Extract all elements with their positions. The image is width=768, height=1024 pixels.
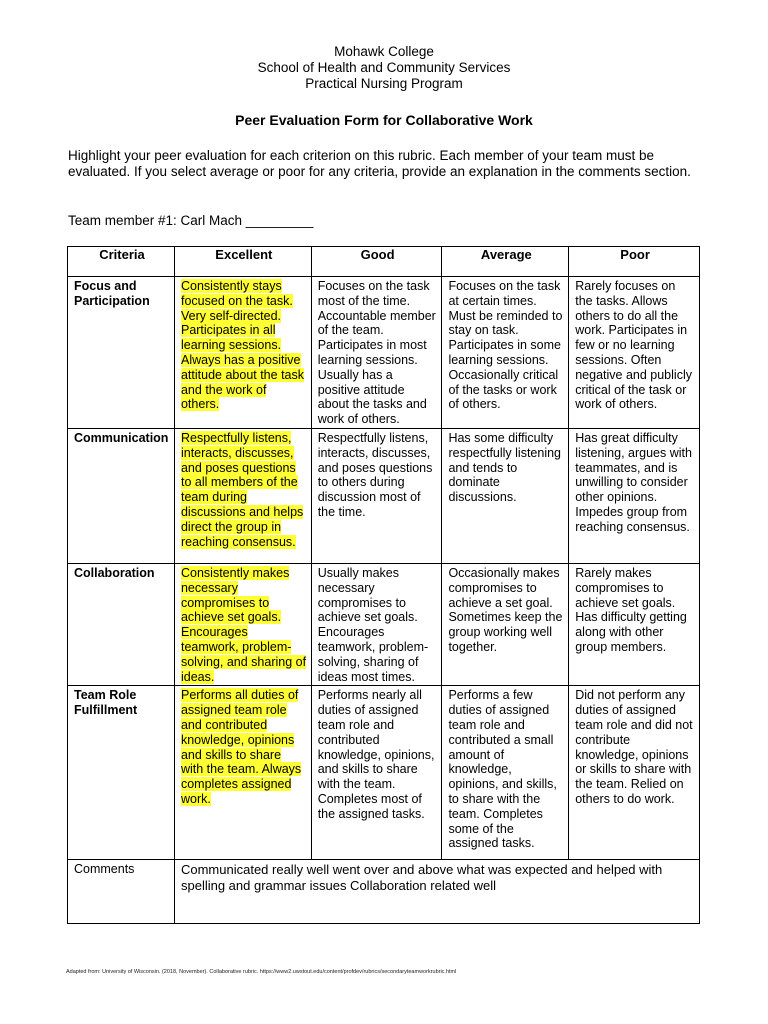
highlighted-selection: Consistently stays focused on the task. Very self-directed. Participates in all learning sessions. Always has a positive attitude about the task and the work of others. <box>180 279 304 412</box>
good-cell[interactable]: Usually makes necessary compromises to achieve set goals. Encourages teamwork, problem-solving, sharing of ideas most times. <box>311 563 442 685</box>
criteria-cell: Focus and Participation <box>68 277 175 429</box>
average-cell[interactable]: Focuses on the task at certain times. Must be reminded to stay on task. Participates in some learning sessions. Occasionally critical of the tasks or work of others. <box>442 277 569 429</box>
poor-cell[interactable]: Did not perform any duties of assigned team role and did not contribute knowledge, opinions or skills to share with the team. Relied on others to do work. <box>569 686 700 860</box>
table-row <box>68 563 700 685</box>
header-average: Average <box>442 247 569 277</box>
highlighted-selection: Respectfully listens, interacts, discusses, and poses questions to all members of the team during discussions and helps direct the group in reaching consensus. <box>180 430 304 549</box>
highlighted-selection: Consistently makes necessary compromises to achieve set goals. Encourages teamwork, problem-solving, and sharing of ideas. <box>180 565 307 684</box>
table-row <box>68 277 700 429</box>
good-cell[interactable]: Respectfully listens, interacts, discusses, and poses questions to others during discussion most of the time. <box>311 428 442 563</box>
college-name: Mohawk College <box>334 44 434 59</box>
criteria-cell: Team Role Fulfillment <box>68 686 175 860</box>
form-title: Peer Evaluation Form for Collaborative Work <box>235 112 533 128</box>
good-cell[interactable]: Focuses on the task most of the time. Accountable member of the team. Participates in most learning sessions. Usually has a positive attitude about the tasks and work of others. <box>311 277 442 429</box>
header-poor: Poor <box>569 247 700 277</box>
header-criteria: Criteria <box>68 247 175 277</box>
highlighted-selection: Performs all duties of assigned team role and contributed knowledge, opinions and skills to share with the team. Always completes assigned work. <box>180 688 302 806</box>
table-row <box>68 428 700 563</box>
team-member-line: Team member #1: Carl Mach _________ <box>68 213 314 228</box>
rubric-table <box>67 246 700 924</box>
rubric-header-row <box>68 247 700 277</box>
poor-cell[interactable]: Rarely makes compromises to achieve set goals. Has difficulty getting along with other group members. <box>569 563 700 685</box>
criteria-cell: Communication <box>68 428 175 563</box>
program-name: Practical Nursing Program <box>305 76 463 91</box>
header-excellent: Excellent <box>174 247 311 277</box>
excellent-cell[interactable] <box>174 277 311 429</box>
header-good: Good <box>311 247 442 277</box>
average-cell[interactable]: Has some difficulty respectfully listening and tends to dominate discussions. <box>442 428 569 563</box>
document-header <box>0 44 768 92</box>
poor-cell[interactable]: Has great difficulty listening, argues with teammates, and is unwilling to consider other opinions. Impedes group from reaching consensus. <box>569 428 700 563</box>
criteria-cell: Collaboration <box>68 563 175 685</box>
source-footnote: Adapted from: University of Wisconsin. (2018, November). Collaborative rubric. https://www2.uwstout.edu/content/profdev/rubrics/secondaryteamworkrubric.html <box>66 969 457 975</box>
table-row <box>68 686 700 860</box>
school-name: School of Health and Community Services <box>257 60 511 75</box>
good-cell[interactable]: Performs nearly all duties of assigned team role and contributed knowledge, opinions, and skills to share with the team. Completes most of the assigned tasks. <box>311 686 442 860</box>
excellent-cell[interactable] <box>174 563 311 685</box>
excellent-cell[interactable] <box>174 428 311 563</box>
average-cell[interactable]: Performs a few duties of assigned team role and contributed a small amount of knowledge, opinions, and skills, to share with the team. Completes some of the assigned tasks. <box>442 686 569 860</box>
comments-field[interactable]: Communicated really well went over and above what was expected and helped with spelling and grammar issues Collaboration related well <box>174 860 699 924</box>
comments-row <box>68 860 700 924</box>
poor-cell[interactable]: Rarely focuses on the tasks. Allows others to do all the work. Participates in few or no learning sessions. Often negative and publicly critical of the task or work of others. <box>569 277 700 429</box>
comments-label: Comments <box>68 860 175 924</box>
excellent-cell[interactable] <box>174 686 311 860</box>
instructions-paragraph: Highlight your peer evaluation for each criterion on this rubric. Each member of your team must be evaluated. If you select average or poor for any criteria, provide an explanation in the comments section. <box>68 148 691 179</box>
average-cell[interactable]: Occasionally makes compromises to achieve a set goal. Sometimes keep the group working well together. <box>442 563 569 685</box>
